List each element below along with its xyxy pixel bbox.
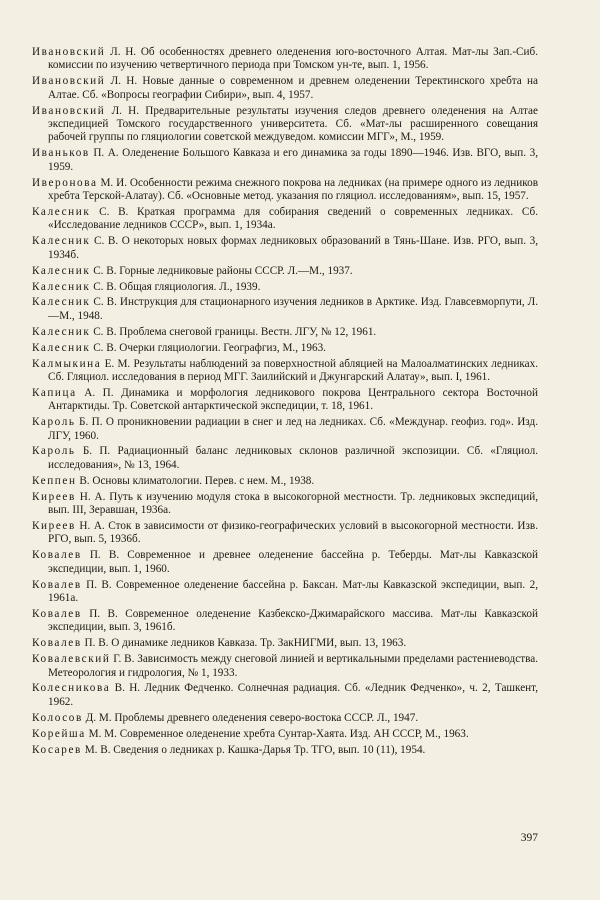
entry-citation: В. Основы климатологии. Перев. с нем. М., 1938. [76, 474, 315, 487]
entry-author: Калмыкина [32, 357, 102, 370]
entry-author: Ковалевский [32, 653, 111, 666]
entry-author: Калесник [32, 341, 91, 354]
bibliography-entry [32, 326, 538, 339]
bibliography-entry [32, 281, 538, 294]
entry-citation: П. В. Современное оледенение бассейна р. Баксан. Мат-лы Кавказской экспедиции, вып. 2, 1961а. [48, 578, 538, 605]
entry-author: Кароль [32, 445, 76, 458]
entry-citation: П. В. Современное оледенение Казбекско-Джимарайского массива. Мат-лы Кавказской экспедиции, вып. 3, 1961б. [48, 607, 538, 634]
bibliography-entry [32, 296, 538, 323]
entry-author: Калесник [32, 264, 91, 277]
bibliography-entry [32, 105, 538, 145]
bibliography-entry [32, 75, 538, 102]
entry-citation: Е. М. Результаты наблюдений за поверхностной абляцией на Малоалматинских ледниках. Сб. Гляциол. исследования в период МГГ. Заилийский и Джунгарский Алатау», вып. I, 1961. [48, 357, 538, 383]
entry-citation: Л. Н. Об особенностях древнего оледенения юго-восточного Алтая. Мат-лы Зап.-Сиб. комиссии по изучению четвертичного периода при Томском ун-те, вып. 1, 1956. [48, 46, 538, 72]
entry-author: Ковалев [32, 637, 82, 650]
entry-citation: Д. М. Проблемы древнего оледенения северо-востока СССР. Л., 1947. [82, 711, 419, 724]
entry-author: Калесник [32, 325, 91, 338]
bibliography-entry [32, 712, 538, 725]
entry-author: Кароль [32, 416, 76, 429]
entry-citation: П. В. О динамике ледников Кавказа. Тр. ЗакНИГМИ, вып. 13, 1963. [81, 637, 407, 650]
entry-author: Калесник [32, 205, 91, 218]
bibliography-entry [32, 46, 538, 73]
entry-citation: П. А. Оледенение Большого Кавказа и его динамика за годы 1890—1946. Изв. ВГО, вып. 3, 1959. [48, 147, 538, 173]
entry-citation: А. П. Динамика и морфология ледникового покрова Центрального сектора Восточной Антарктиды. Тр. Советской антарктической экспедиции, т. 18, 1961. [48, 386, 538, 413]
entry-author: Капица [32, 386, 77, 399]
bibliography-entry [32, 358, 538, 385]
bibliography-entry [32, 235, 538, 262]
entry-author: Ковалев [32, 607, 82, 620]
entry-author: Иверонова [32, 176, 98, 189]
entry-citation: С. В. Очерки гляциологии. Географгиз, М., 1963. [90, 341, 326, 354]
bibliography-entry [32, 744, 538, 757]
entry-citation: С. В. Общая гляциология. Л., 1939. [90, 280, 261, 293]
bibliography-entry [32, 579, 538, 606]
bibliography-entry [32, 177, 538, 204]
entry-author: Кеппен [32, 474, 77, 487]
entry-author: Ковалев [32, 549, 82, 562]
page-number: 397 [520, 832, 538, 844]
bibliography-entry [32, 728, 538, 741]
entry-author: Киреев [32, 490, 76, 503]
entry-citation: С. В. Горные ледниковые районы СССР. Л.—М., 1937. [90, 264, 353, 277]
entry-citation: Б. П. О проникновении радиации в снег и лед на ледниках. Сб. «Междунар. геофиз. год». Изд. ЛГУ, 1960. [48, 416, 538, 442]
bibliography-entry [32, 206, 538, 233]
entry-citation: М. И. Особенности режима снежного покрова на ледниках (на примере одного из ледников хребта Терской-Алатау). Сб. «Основные метод. указания по гляциол. исследованиям», вып. 15, 1957. [48, 176, 538, 203]
entry-author: Ивановский [32, 46, 106, 58]
bibliography-entry [32, 342, 538, 355]
entry-citation: М. М. Современное оледенение хребта Сунтар-Хаята. Изд. АН СССР, М., 1963. [85, 727, 469, 740]
entry-citation: С. В. Инструкция для стационарного изучения ледников в Арктике. Изд. Главсевморпути, Л.—М., 1948. [48, 296, 538, 322]
entry-author: Косарев [32, 743, 82, 756]
entry-author: Ивановский [32, 75, 106, 88]
bibliography-entry [32, 682, 538, 709]
bibliography-entry [32, 608, 538, 635]
entry-citation: Л. Н. Новые данные о современном и древнем оледенении Теректинского хребта на Алтае. Сб. «Вопросы географии Сибири», вып. 4, 1957. [48, 75, 538, 101]
entry-citation: С. В. Проблема снеговой границы. Вестн. ЛГУ, № 12, 1961. [90, 325, 377, 338]
entry-author: Калесник [32, 296, 91, 309]
bibliography-entry [32, 549, 538, 576]
bibliography-entry [32, 491, 538, 518]
entry-citation: М. В. Сведения о ледниках р. Кашка-Дарья Тр. ТГО, вып. 10 (11), 1954. [81, 743, 426, 756]
entry-citation: Н. А. Путь к изучению модуля стока в высокогорной местности. Тр. ледниковых экспедиций, вып. III, Зеравшан, 1936а. [48, 490, 538, 517]
bibliography-entry [32, 637, 538, 650]
entry-citation: Г. В. Зависимость между снеговой линией и вертикальными пределами растениеводства. Метеорология и гидрология, № 1, 1933. [48, 653, 538, 679]
entry-author: Ковалев [32, 578, 82, 591]
entry-author: Корейша [32, 727, 86, 740]
bibliography-entry [32, 265, 538, 278]
entry-author: Калесник [32, 235, 91, 248]
entry-author: Киреев [32, 520, 76, 532]
bibliography-entry [32, 387, 538, 414]
bibliography-list [32, 46, 538, 757]
entry-citation: Б. П. Радиационный баланс ледниковых склонов различной экспозиции. Сб. «Гляциол. исследования», № 13, 1964. [48, 445, 538, 471]
entry-author: Ивановский [32, 104, 106, 117]
entry-citation: С. В. Краткая программа для собирания сведений о современных ледниках. Сб. «Исследование ледников СССР», вып. 1, 1934а. [48, 205, 538, 232]
bibliography-entry [32, 653, 538, 680]
entry-author: Колосов [32, 711, 83, 724]
entry-author: Колесникова [32, 682, 111, 695]
entry-citation: С. В. О некоторых новых формах ледниковых образований в Тянь-Шане. Изв. РГО, вып. 3, 1934б. [48, 235, 538, 261]
entry-citation: П. В. Современное и древнее оледенение бассейна р. Теберды. Мат-лы Кавказской экспедиции, вып. 1, 1960. [48, 549, 538, 575]
entry-citation: Л. Н. Предварительные результаты изучения следов древнего оледенения на Алтае экспедицией Томского государственного университета. Сб. «Мат-лы расширенного совещания рабочей группы по гляциологии советской междуведом. комиссии МГГ», М., 1959. [48, 104, 538, 144]
entry-author: Иваньков [32, 147, 90, 160]
entry-citation: В. Н. Ледник Федченко. Солнечная радиация. Сб. «Ледник Федченко», ч. 2, Ташкент, 1962. [48, 682, 538, 708]
entry-citation: Н. А. Сток в зависимости от физико-географических условий в высокогорной местности. Изв. РГО, вып. 5, 1936б. [48, 520, 538, 546]
bibliography-entry [32, 147, 538, 174]
bibliography-entry [32, 445, 538, 472]
entry-author: Калесник [32, 280, 91, 293]
bibliography-entry [32, 416, 538, 443]
bibliography-entry [32, 475, 538, 488]
bibliography-entry [32, 520, 538, 547]
